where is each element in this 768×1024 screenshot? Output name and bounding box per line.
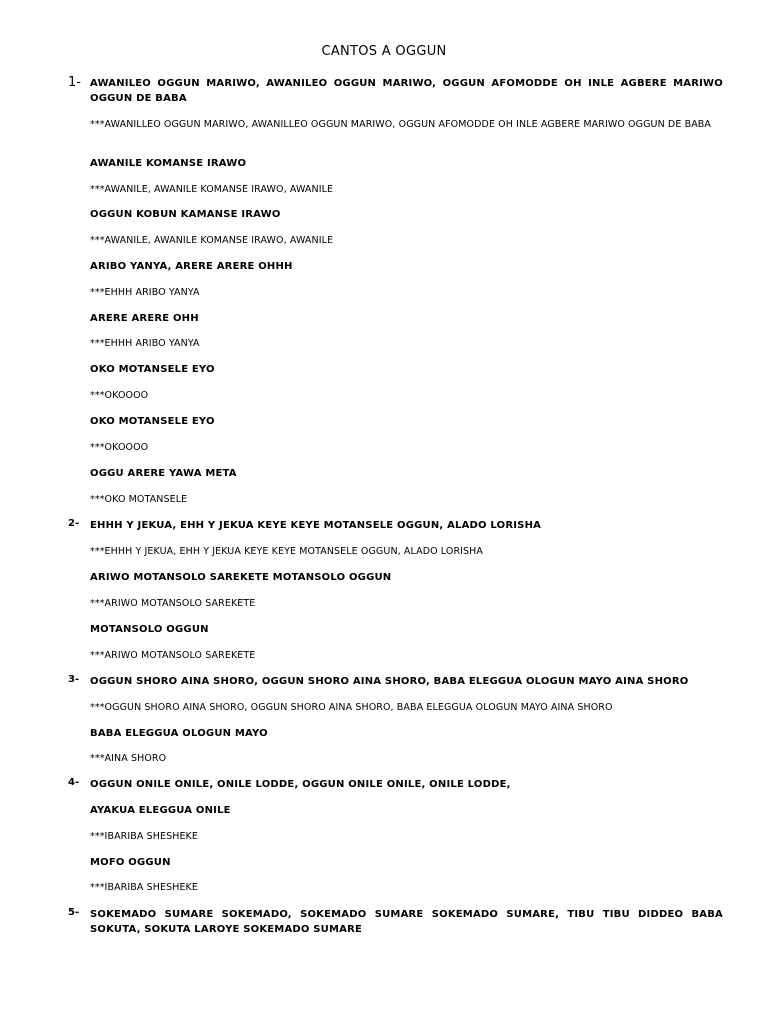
response-line: ***ARIWO MOTANSOLO SAREKETE [90,598,256,609]
response-line: ***AWANILLEO OGGUN MARIWO, AWANILLEO OGGUN MARIWO, OGGUN AFOMODDE OH INLE AGBERE MARIWO OGGUN DE BABA [90,119,712,130]
response-line: ***OKOOOO [90,442,149,453]
song-number: 5- [68,907,80,918]
call-line: ARIWO MOTANSOLO SAREKETE MOTANSOLO OGGUN [90,572,392,583]
call-line: OKO MOTANSELE EYO [90,416,215,427]
response-line: ***OKO MOTANSELE [90,494,188,505]
call-line: OGGUN KOBUN KAMANSE IRAWO [90,209,281,220]
response-line: ***EHHH ARIBO YANYA [90,287,200,298]
response-line: ***IBARIBA SHESHEKE [90,882,198,893]
response-line: ***EHHH ARIBO YANYA [90,338,200,349]
call-line: MOFO OGGUN [90,857,171,868]
document-title: CANTOS A OGGUN [321,44,447,59]
response-line: ***AWANILE, AWANILE KOMANSE IRAWO, AWANILE [90,184,334,195]
response-line: ***AWANILE, AWANILE KOMANSE IRAWO, AWANILE [90,235,334,246]
call-line: BABA ELEGGUA OLOGUN MAYO [90,728,268,739]
call-line: OKO MOTANSELE EYO [90,364,215,375]
song-lead: EHHH Y JEKUA, EHH Y JEKUA KEYE KEYE MOTANSELE OGGUN, ALADO LORISHA [90,520,542,531]
call-line: MOTANSOLO OGGUN [90,624,209,635]
song-number: 4- [68,777,80,788]
response-line: ***OGGUN SHORO AINA SHORO, OGGUN SHORO AINA SHORO, BABA ELEGGUA OLOGUN MAYO AINA SHORO [90,702,613,713]
response-line: ***IBARIBA SHESHEKE [90,831,198,842]
call-line: ARIBO YANYA, ARERE ARERE OHHH [90,261,293,272]
song-lead: AWANILEO OGGUN MARIWO, AWANILEO OGGUN MARIWO, OGGUN AFOMODDE OH INLE AGBERE MARIWO OGGUN DE BABA [90,78,723,104]
response-line: ***AINA SHORO [90,753,167,764]
song-lead: OGGUN ONILE ONILE, ONILE LODDE, OGGUN ONILE ONILE, ONILE LODDE, [90,779,511,790]
call-line: OGGU ARERE YAWA META [90,468,237,479]
song-number: 1- [68,75,81,90]
call-line: AYAKUA ELEGGUA ONILE [90,805,231,816]
song-lead: OGGUN SHORO AINA SHORO, OGGUN SHORO AINA SHORO, BABA ELEGGUA OLOGUN MAYO AINA SHORO [90,676,689,687]
song-number: 2- [68,518,80,529]
response-line: ***ARIWO MOTANSOLO SAREKETE [90,650,256,661]
song-lead: SOKEMADO SUMARE SOKEMADO, SOKEMADO SUMARE SOKEMADO SUMARE, TIBU TIBU DIDDEO BABA SOKUTA, SOKUTA LAROYE SOKEMADO SUMARE [90,909,723,935]
response-line: ***OKOOOO [90,390,149,401]
call-line: ARERE ARERE OHH [90,313,199,324]
response-line: ***EHHH Y JEKUA, EHH Y JEKUA KEYE KEYE MOTANSELE OGGUN, ALADO LORISHA [90,546,484,557]
song-number: 3- [68,674,80,685]
call-line: AWANILE KOMANSE IRAWO [90,158,247,169]
